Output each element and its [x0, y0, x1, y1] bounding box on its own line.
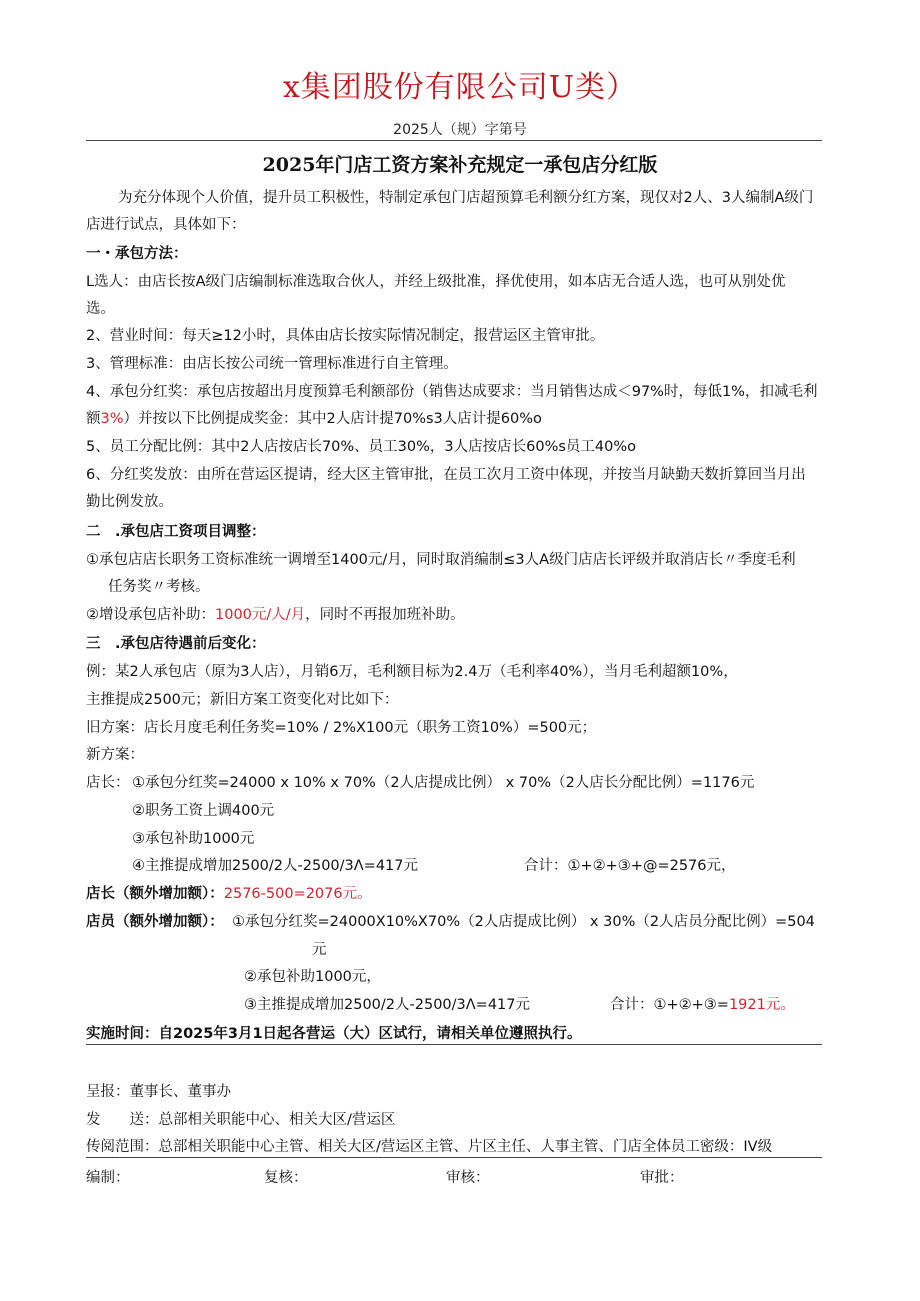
s3-example-line-2: 主推提成2500元；新旧方案工资变化对比如下： — [86, 692, 399, 708]
intro-line-1: 为充分体现个人价值，提升员工积极性，特制定承包门店超预算毛利额分红方案，现仅对2人、3人编制A级门 — [118, 190, 814, 206]
s1-item-6-line-1: 6、分红奖发放：由所在营运区提请，经大区主管审批，在员工次月工资中体现，并按当月缺勤天数折算回当月出 — [86, 467, 806, 483]
s3-staff-total-value: 1921元。 — [728, 997, 795, 1013]
s3-manager-extra-label: 店长（额外增加额）： — [86, 886, 224, 902]
s2-item-2-part-b: ，同时不再报加班补助。 — [305, 607, 465, 623]
section-3-heading: 三 .承包店待遇前后变化： — [86, 636, 266, 652]
s1-item-3: 3、管理标准：由店长按公司统一管理标准进行自主管理。 — [86, 356, 458, 372]
organization-title: x集团股份有限公司U类） — [282, 70, 638, 105]
s3-manager-extra — [86, 882, 372, 903]
s1-item-1-line-2: 选。 — [86, 301, 115, 317]
s1-item-4-part-b: ）并按以下比例提成奖金：其中2人店计提70%s3人店计提60%o — [123, 411, 542, 427]
s1-item-1-line-1: L选人：由店长按A级门店编制标准选取合伙人，并经上级批准，择优使用，如本店无合适人选，也可从别处优 — [86, 274, 786, 290]
footer-report-value: 董事长、董事办 — [129, 1084, 231, 1100]
s3-example-line-1: 例：某2人承包店（原为3人店），月销6万，毛利额目标为2.4万（毛利率40%），当月毛利超额10%， — [86, 664, 738, 680]
implementation-notice: 实施时间：自2025年3月1日起各营运（大）区试行，请相关单位遵照执行。 — [86, 1026, 582, 1042]
footer-send-value: 总部相关职能中心、相关大区/营运区 — [158, 1112, 396, 1128]
s2-item-1-line-1: ①承包店店长职务工资标准统一调增至1400元/月，同时取消编制≤3人A级门店店长评级并取消店长〃季度毛利 — [86, 552, 796, 568]
s1-item-5: 5、员工分配比例：其中2人店按店长70%、员工30%，3人店按店长60%s员工40%o — [86, 439, 637, 455]
signature-reviewed: 复核： — [264, 1170, 308, 1186]
footer-report — [86, 1080, 231, 1101]
footer-circulate — [86, 1135, 772, 1156]
footer-divider — [86, 1157, 822, 1158]
s3-staff-item-2: ②承包补助1000元， — [244, 969, 381, 985]
s2-item-2-red: 1000元/人/月 — [215, 607, 306, 623]
signature-approved: 审批： — [640, 1170, 684, 1186]
s3-new-plan-label: 新方案： — [86, 747, 144, 763]
s3-staff-total-label: 合计：①+②+③= — [610, 997, 729, 1013]
s1-item-4-part-a: 额 — [86, 411, 101, 427]
document-number: 2025人（规）字第号 — [393, 122, 527, 138]
s3-manager-item-1: ①承包分红奖=24000 x 10% x 70%（2人店提成比例） x 70%（2人店长分配比例）=1176元 — [132, 775, 755, 791]
s3-manager-item-2: ②职务工资上调400元 — [132, 803, 275, 819]
s3-manager-extra-value: 2576-500=2076元。 — [223, 886, 372, 902]
s3-manager-item-3: ③承包补助1000元 — [132, 831, 255, 847]
s3-staff-total — [610, 993, 795, 1014]
body-divider — [86, 1044, 822, 1045]
s3-staff-item-1-line-1: ①承包分红奖=24000X10%X70%（2人店提成比例） x 30%（2人店员分配比例）=504 — [232, 914, 815, 930]
s1-item-4-red: 3% — [100, 411, 124, 427]
s3-manager-item-4: ④主推提成增加2500/2人-2500/3Λ=417元 — [132, 858, 418, 874]
s2-item-2-part-a: ②增设承包店补助： — [86, 607, 215, 623]
signature-audited: 审核： — [446, 1170, 490, 1186]
footer-report-label: 呈报： — [86, 1084, 130, 1100]
s1-item-4-line-1: 4、承包分红奖：承包店按超出月度预算毛利额部份（销售达成要求：当月销售达成＜97%时，每低1%，扣减毛利 — [86, 384, 818, 400]
document-title: 2025年门店工资方案补充规定一承包店分红版 — [262, 154, 658, 176]
signature-prepared: 编制： — [86, 1170, 130, 1186]
footer-send — [86, 1108, 395, 1129]
s2-item-1-line-2: 任务奖〃考核。 — [108, 579, 210, 595]
s1-item-4-line-2 — [86, 407, 542, 428]
intro-line-2: 店进行试点，具体如下： — [86, 217, 246, 233]
footer-circulate-value: 总部相关职能中心主管、相关大区/营运区主管、片区主任、人事主管、门店全体员工密级：IV级 — [158, 1139, 773, 1155]
header-divider — [86, 140, 822, 141]
footer-send-label: 发 送： — [86, 1112, 159, 1128]
s3-staff-item-1-line-2: 元 — [312, 942, 327, 958]
s3-old-plan: 旧方案：店长月度毛利任务奖=10% / 2%X100元（职务工资10%）=500元； — [86, 720, 597, 736]
s1-item-6-line-2: 勤比例发放。 — [86, 494, 173, 510]
section-1-heading: 一・承包方法： — [86, 246, 188, 262]
s2-item-2 — [86, 603, 465, 624]
section-2-heading: 二 .承包店工资项目调整： — [86, 524, 266, 540]
s3-staff-label: 店员（额外增加额）： — [86, 914, 224, 930]
s1-item-2: 2、营业时间：每天≥12小时，具体由店长按实际情况制定，报营运区主管审批。 — [86, 328, 605, 344]
s3-manager-label: 店长： — [86, 775, 130, 791]
s3-manager-total: 合计：①+②+③+@=2576元， — [524, 858, 736, 874]
s3-staff-item-3: ③主推提成增加2500/2人-2500/3Λ=417元 — [244, 997, 530, 1013]
footer-circulate-label: 传阅范围： — [86, 1139, 159, 1155]
